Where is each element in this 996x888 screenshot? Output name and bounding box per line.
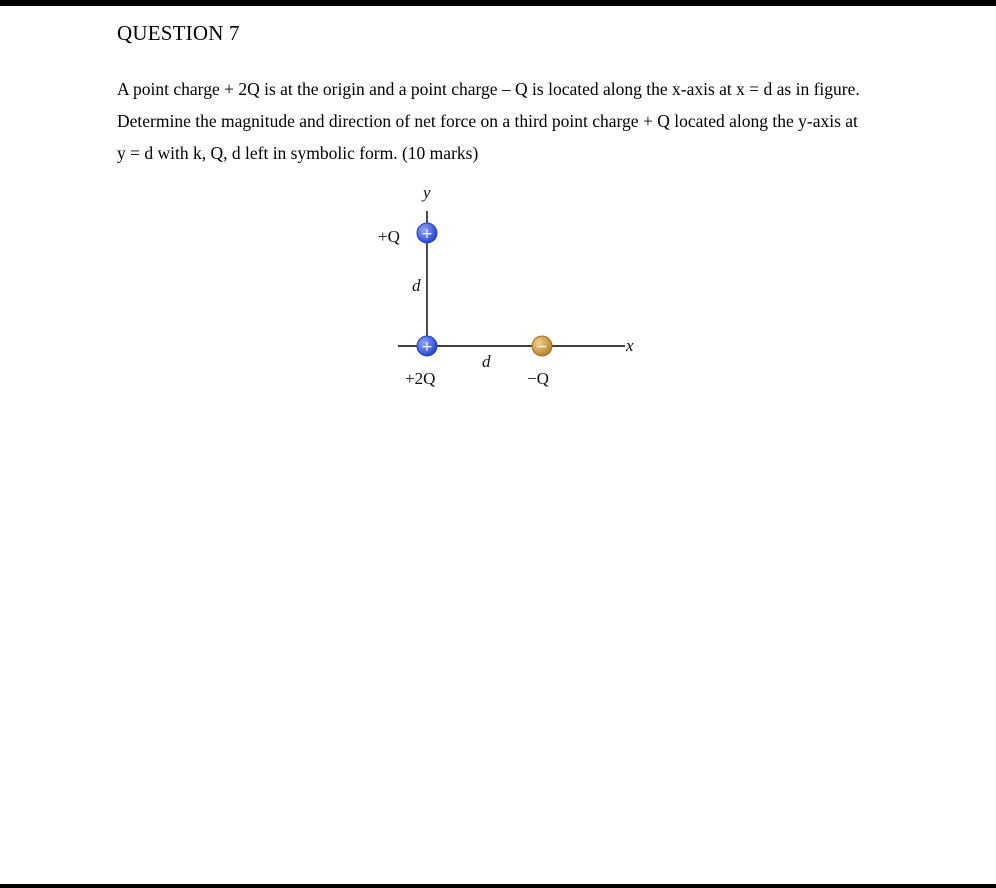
charge-diagram-svg [360,176,650,396]
question-line-1: A point charge + 2Q is at the origin and a point charge – Q is located along the x-axis at x = d as in figure. [117,79,860,99]
x-axis-label: x [626,336,634,355]
plus-sign-icon: + [421,339,433,355]
document-page [0,6,996,884]
negative-charge-label: −Q [527,369,549,388]
vertical-distance-label: d [412,276,421,295]
question-text [117,73,917,169]
minus-sign-icon: − [536,339,548,355]
horizontal-distance-label: d [482,352,491,371]
origin-charge-label: +2Q [405,369,436,388]
plus-sign-icon: + [421,226,433,242]
charge-diagram [360,176,650,396]
top-charge-label: +Q [378,227,400,246]
question-line-2: Determine the magnitude and direction of net force on a third point charge + Q located along the y-axis at [117,111,858,131]
question-title: QUESTION 7 [117,21,240,45]
y-axis-label: y [423,183,431,202]
question-line-3: y = d with k, Q, d left in symbolic form. (10 marks) [117,143,479,163]
